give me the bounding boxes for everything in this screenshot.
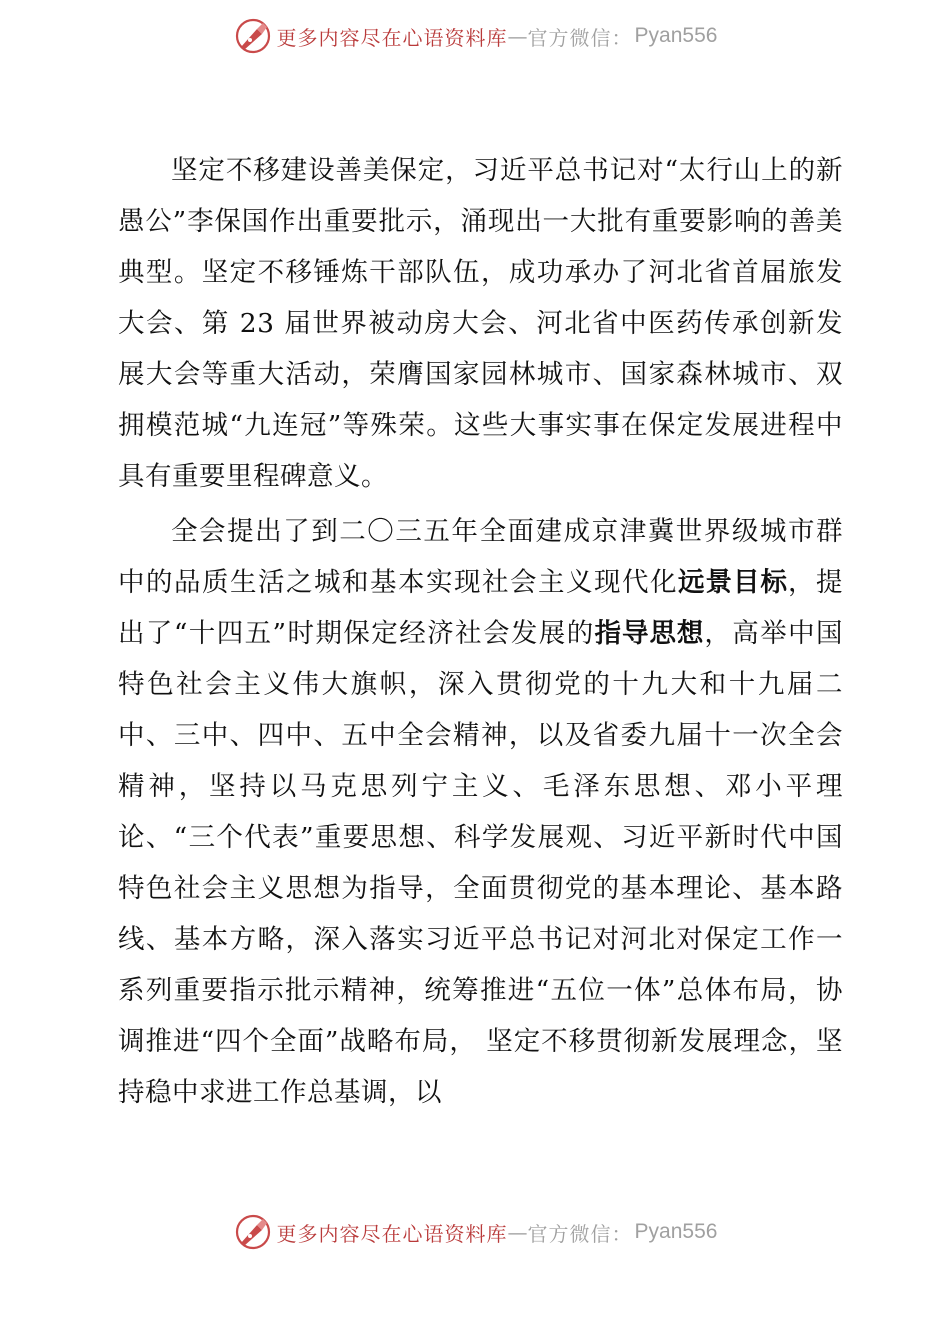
watermark-wechat-id: Pyan556 xyxy=(634,24,718,47)
paragraph-text: ，高举中国特色社会主义伟大旗帜，深入贯彻党的十九大和十九届二中、三中、四中、五中全会精神，以及省委九届十一次全会精神，坚持以马克思列宁主义、毛泽东思想、邓小平理论、“三个代表”重要思想、科学发展观、习近平新时代中国特色社会主义思想为指导，全面贯彻党的基本理论、基本路线、基本方略，深入落实习近平总书记对河北对保定工作一系列重要指示批示精神，统筹推进“五位一体”总体布局，协调推进“四个全面”战略布局， 坚定不移贯彻新发展理念，坚持稳中求进工作总基调，以 xyxy=(118,618,844,1108)
watermark-header xyxy=(0,14,950,58)
emphasis-text: 指导思想 xyxy=(594,618,705,649)
watermark-label: 官方微信： xyxy=(527,1221,633,1246)
watermark-dash: — xyxy=(507,24,528,48)
watermark-brand: 更多内容尽在心语资料库 xyxy=(276,25,508,50)
watermark-wechat-id: Pyan556 xyxy=(634,1220,718,1243)
pen-nib-circle-icon xyxy=(233,1212,273,1252)
watermark-brand: 更多内容尽在心语资料库 xyxy=(276,1221,508,1246)
watermark-footer xyxy=(0,1210,950,1254)
emphasis-text: 远景目标 xyxy=(678,567,788,598)
watermark-label: 官方微信： xyxy=(527,25,633,50)
watermark-dash: — xyxy=(507,1220,528,1244)
document-body xyxy=(118,145,843,1118)
paragraph xyxy=(118,145,843,502)
paragraph xyxy=(118,506,843,1118)
paragraph-text: ，提出了“十四五”时期保定经济社会发展的 xyxy=(118,567,843,649)
paragraph-text: 坚定不移建设善美保定，习近平总书记对“太行山上的新愚公”李保国作出重要批示，涌现出一大批有重要影响的善美典型。坚定不移锤炼干部队伍，成功承办了河北省首届旅发大会、第 23 届世界被动房大会、河北省中医药传承创新发展大会等重大活动，荣膺国家园林城市、国家森林城市、双拥模范城“九连冠”等殊荣。这些大事实事在保定发展进程中具有重要里程碑意义。 xyxy=(118,155,843,492)
pen-nib-circle-icon xyxy=(233,16,273,56)
paragraph-text: 全会提出了到二〇三五年全面建成京津冀世界级城市群中的品质生活之城和基本实现社会主义现代化 xyxy=(118,516,843,598)
